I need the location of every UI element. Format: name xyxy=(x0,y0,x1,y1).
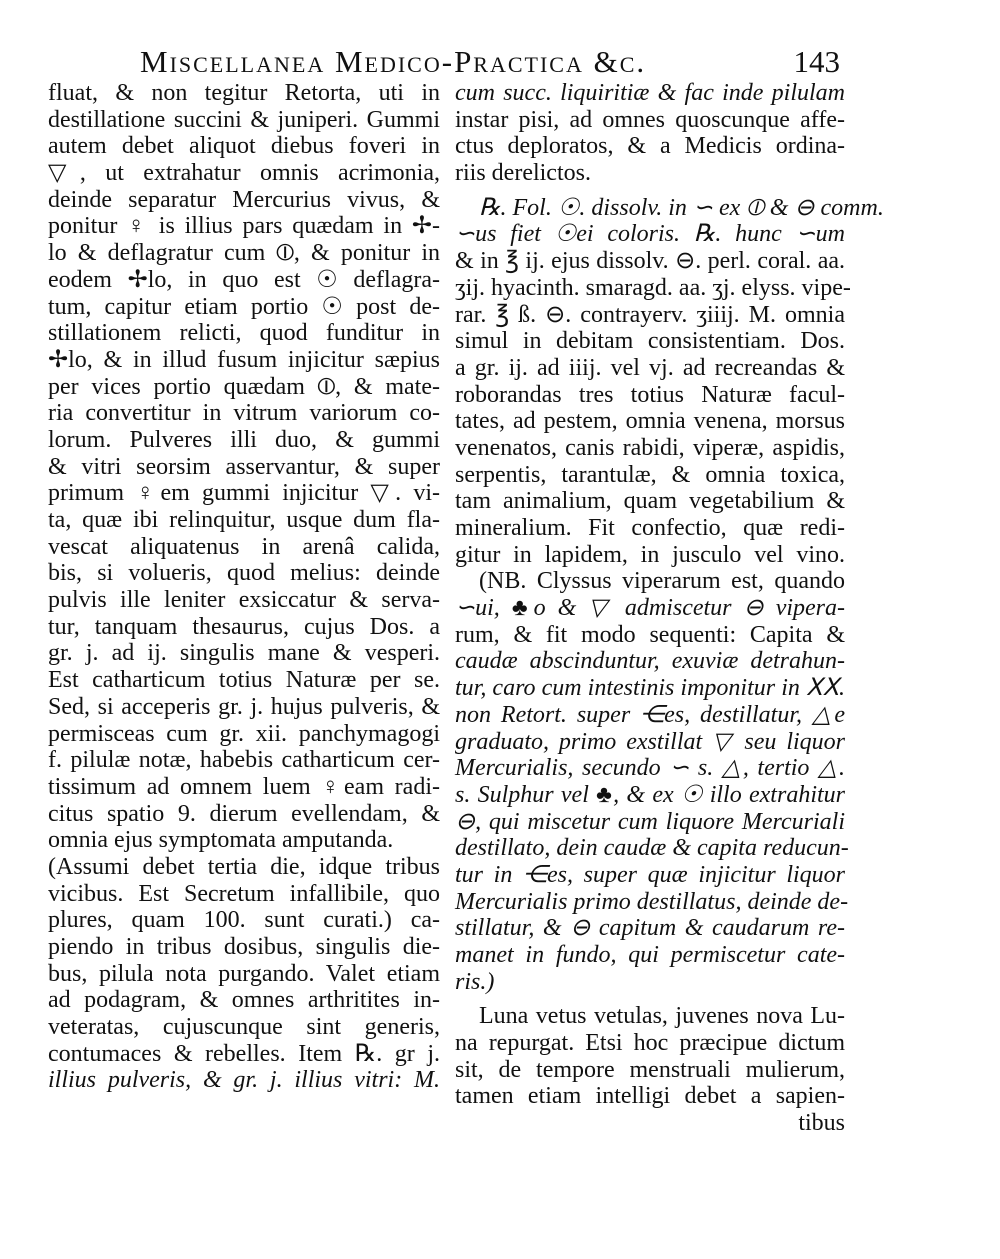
text-line: na repurgat. Etsi hoc præcipue dictum xyxy=(455,1030,845,1057)
text-line: & vitri seorsim asservantur, & super xyxy=(48,453,440,480)
text-line: tur, caro cum intestinis imponitur in ⅩⅩ. xyxy=(455,675,845,702)
text-line: (Assumi debet tertia die, idque tribus xyxy=(48,853,440,880)
text-line: tamen etiam intelligi debet a sapien- xyxy=(455,1083,845,1110)
text-line: Mercurialis, secundo ∽ s. △, tertio △. xyxy=(455,755,845,782)
text-line: lo & deflagratur cum ⦶, & ponitur in xyxy=(48,240,440,267)
text-line: instar pisi, ad omnes quoscunque affe- xyxy=(455,106,845,133)
text-line: (NB. Clyssus viperarum est, quando xyxy=(479,568,845,595)
text-line: riis derelictos. xyxy=(455,160,591,187)
running-title: Miscellanea Medico-Practica &c. xyxy=(140,44,647,79)
text-line: tur, tanquam thesaurus, cujus Dos. a xyxy=(48,613,440,640)
text-line: deinde separatur Mercurius vivus, & xyxy=(48,186,440,213)
text-line: destillato, dein caudæ & capita reducun- xyxy=(455,835,849,862)
right-column xyxy=(455,80,884,1137)
text-line: Sed, si acceperis gr. j. hujus pulveris, & xyxy=(48,693,440,720)
text-line: gitur in lapidem, in jusculo vel vino. xyxy=(455,541,845,568)
text-line: fluat, & non tegitur Retorta, uti in xyxy=(48,80,440,106)
text-line: ℞. Fol. ☉. dissolv. in ∽ ex ⦶ & ⊖ comm. xyxy=(479,194,884,221)
text-line: s. Sulphur vel ♣, & ex ☉ illo extrahitur xyxy=(455,781,845,808)
text-line: mineralium. Fit confectio, quæ redi- xyxy=(455,515,845,541)
text-line: ∽us fiet ☉ei coloris. ℞. hunc ∽um xyxy=(455,221,845,248)
text-line: plures, quam 100. sunt curati.) ca- xyxy=(48,907,440,934)
text-line: ad podagram, & omnes arthritites in- xyxy=(48,987,440,1014)
text-line: tates, ad pestem, omnia venena, morsus xyxy=(455,408,845,435)
text-line: per vices portio quædam ⦶, & mate- xyxy=(48,373,440,400)
text-line: non Retort. super ⋲es, destillatur, △e xyxy=(455,701,845,728)
text-line: ✢lo, & in illud fusum injicitur sæpius xyxy=(48,346,440,373)
text-line: Mercurialis primo destillatus, deinde de- xyxy=(455,888,849,915)
text-line: ria convertitur in vitrum variorum co- xyxy=(48,400,440,427)
text-line: ʒij. hyacinth. smaragd. aa. ʒj. elyss. vipe- xyxy=(455,274,851,301)
text-line: gr. j. ad ij. singulis mane & vesperi. xyxy=(48,640,440,667)
text-line: rum, & fit modo sequenti: Capita & xyxy=(455,621,845,648)
left-column xyxy=(48,80,440,1094)
text-line: bis, si volueris, quod melius: deinde xyxy=(48,560,440,587)
text-line: ponitur ♀ is illius pars quædam in ✢- xyxy=(48,213,440,240)
text-line: illius pulveris, & gr. j. illius vitri: M. xyxy=(48,1067,440,1094)
paragraph-gap xyxy=(455,995,845,1003)
text-line: Luna vetus vetulas, juvenes nova Lu- xyxy=(479,1003,845,1030)
text-line: f. pilulæ notæ, habebis catharticum cer- xyxy=(48,747,440,774)
text-line: venenatos, canis rabidi, viperæ, aspidis, xyxy=(455,434,845,461)
text-line: ∽ui, ♣o & ▽ admiscetur ⊖ vipera- xyxy=(455,595,845,622)
text-line: vicibus. Est Secretum infallibile, quo xyxy=(48,880,440,907)
text-line: ta, quæ ibi relinquitur, usque dum fla- xyxy=(48,507,440,533)
text-line: sit, de tempore menstruali mulierum, xyxy=(455,1056,845,1083)
text-line: tur in ⋲es, super quæ injicitur liquor xyxy=(455,861,845,888)
catchword: tibus xyxy=(798,1110,845,1137)
text-line: piendo in tribus dosibus, singulis die- xyxy=(48,934,440,960)
text-line: ▽, ut extrahatur omnis acrimonia, xyxy=(48,160,440,187)
text-line: & in ℥ ij. ejus dissolv. ⊖. perl. coral. aa. xyxy=(455,248,845,275)
text-line: pulvis ille leniter exsiccatur & serva- xyxy=(48,587,440,614)
text-line: contumaces & rebelles. Item ℞. gr j. xyxy=(48,1040,440,1067)
text-line: caudæ abscinduntur, exuviæ detrahun- xyxy=(455,648,845,675)
text-line: tissimum ad omnem luem ♀eam radi- xyxy=(48,773,440,800)
text-line: cum succ. liquiritiæ & fac inde pilulam xyxy=(455,80,845,106)
text-line: lorum. Pulveres illi duo, & gummi xyxy=(48,426,440,453)
text-line: eodem ✢lo, in quo est ☉ deflagra- xyxy=(48,266,440,293)
text-line: tum, capitur etiam portio ☉ post de- xyxy=(48,293,440,320)
text-line: veteratas, cujuscunque sint generis, xyxy=(48,1014,440,1041)
text-line: stillatur, & ⊖ capitum & caudarum re- xyxy=(455,915,845,942)
text-line: tam animalium, quam vegetabilium & xyxy=(455,488,845,515)
text-line: roborandas tres totius Naturæ facul- xyxy=(455,381,845,408)
text-line: manet in fundo, qui permiscetur cate- xyxy=(455,942,845,968)
text-line: permisceas cum gr. xii. panchymagogi xyxy=(48,720,440,747)
text-line: serpentis, tarantulæ, & omnia toxica, xyxy=(455,461,845,488)
text-line: citus spatio 9. dierum evellendam, & xyxy=(48,800,440,827)
paragraph-gap xyxy=(455,187,845,195)
text-line: ctus deploratos, & a Medicis ordina- xyxy=(455,133,845,160)
text-line: primum ♀em gummi injicitur ▽. vi- xyxy=(48,480,440,507)
text-line: graduato, primo exstillat ▽ seu liquor xyxy=(455,728,845,755)
text-line: stillationem relicti, quod funditur in xyxy=(48,320,440,347)
text-line: a gr. ij. ad iiij. vel vj. ad recreandas & xyxy=(455,354,845,381)
text-line: ris.) xyxy=(455,968,495,995)
text-line: Est catharticum totius Naturæ per se. xyxy=(48,667,440,694)
text-line: simul in debitam consistentiam. Dos. xyxy=(455,328,845,355)
text-line: bus, pilula nota purgando. Valet etiam xyxy=(48,960,440,987)
text-line: rar. ℥ ß. ⊖. contrayerv. ʒiiij. M. omnia xyxy=(455,301,845,328)
text-line: vescat aliquatenus in arenâ calida, xyxy=(48,533,440,560)
text-line: autem debet aliquot diebus foveri in xyxy=(48,133,440,160)
page-number: 143 xyxy=(793,44,840,79)
text-line: ⊖, qui miscetur cum liquore Mercuriali xyxy=(455,808,845,835)
text-line: omnia ejus symptomata amputanda. xyxy=(48,827,394,854)
text-line: destillatione succini & juniperi. Gummi xyxy=(48,106,440,133)
